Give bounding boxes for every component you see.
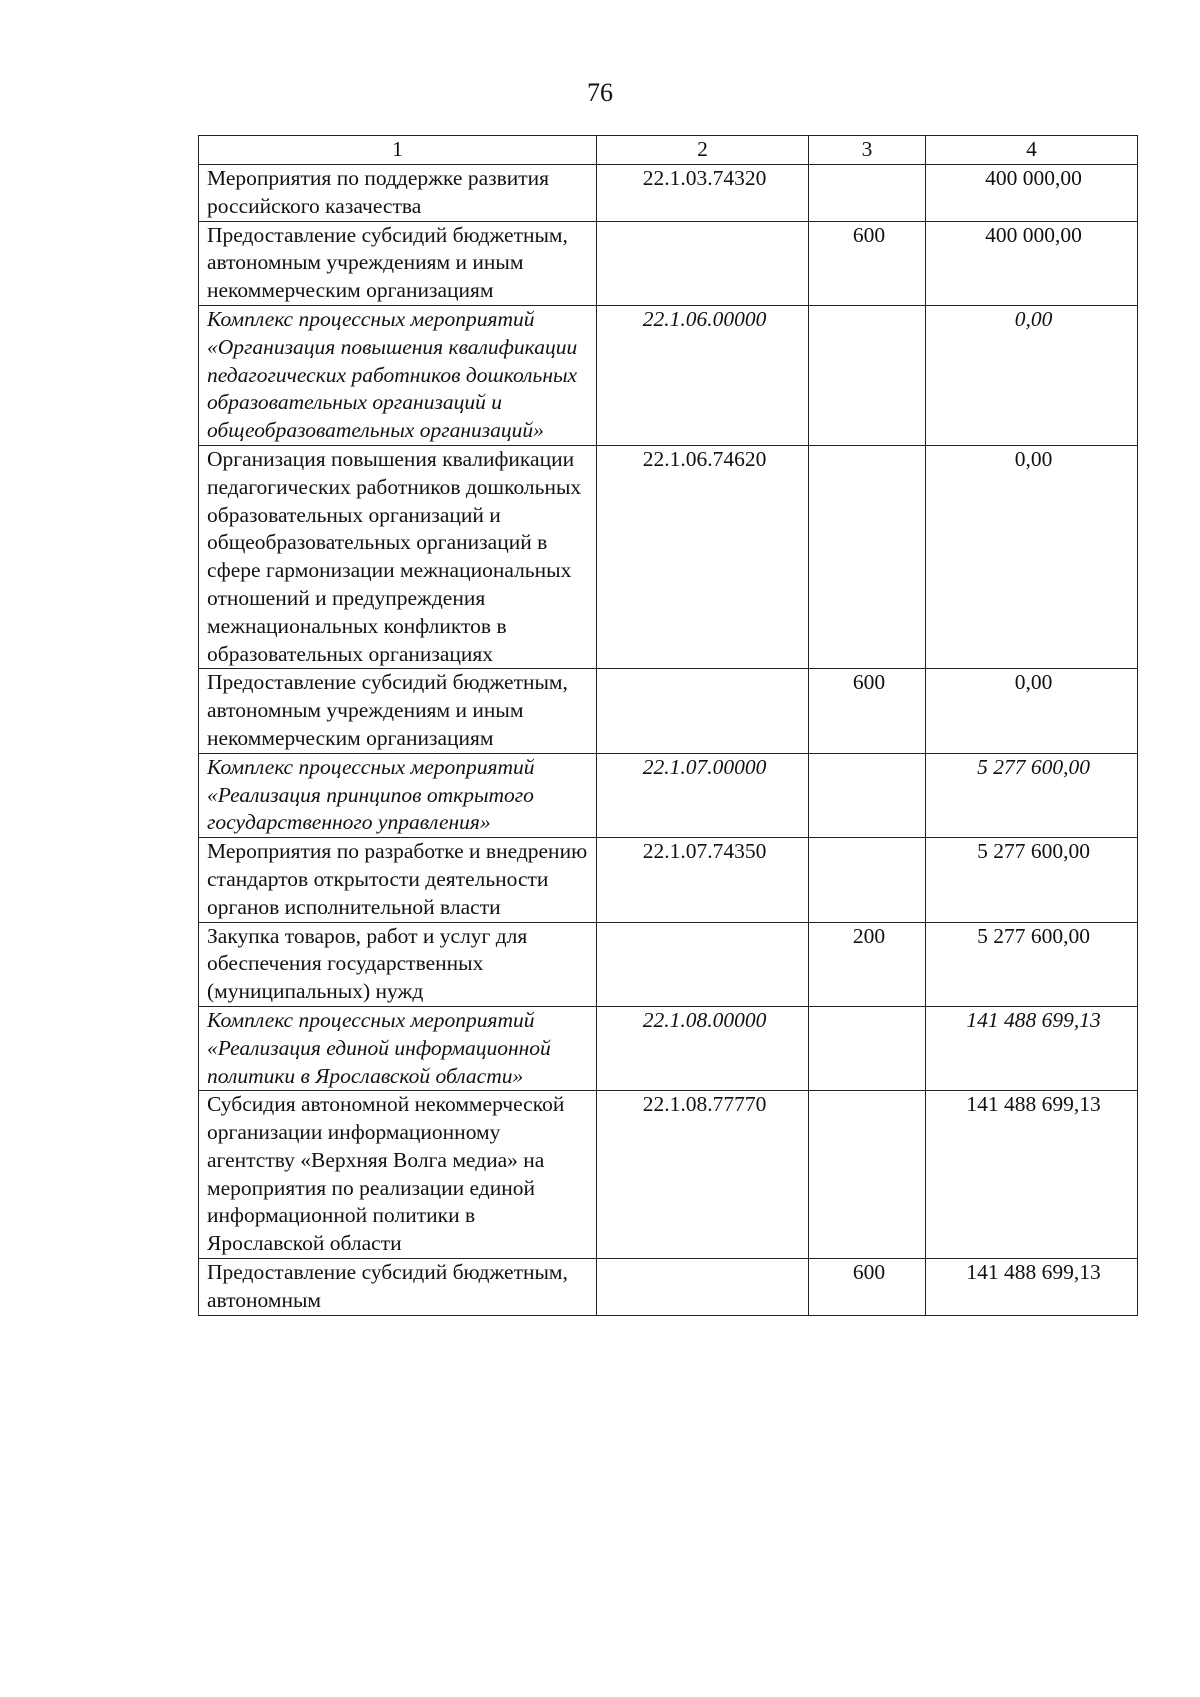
table-row — [199, 305, 1138, 445]
budget-table — [198, 135, 1138, 1316]
table-row — [199, 838, 1138, 922]
row-code — [597, 669, 809, 753]
row-amount: 5 277 600,00 — [926, 838, 1138, 922]
row-expense-type — [809, 1091, 926, 1259]
table-row — [199, 445, 1138, 668]
row-amount: 5 277 600,00 — [926, 753, 1138, 837]
row-code: 22.1.08.00000 — [597, 1006, 809, 1090]
table-row — [199, 221, 1138, 305]
row-code — [597, 221, 809, 305]
row-code: 22.1.06.00000 — [597, 305, 809, 445]
row-expense-type — [809, 305, 926, 445]
row-name: Предоставление субсидий бюджетным, автономным учреждениям и иным некоммерческим организациям — [199, 669, 597, 753]
column-header: 2 — [597, 136, 809, 165]
row-code: 22.1.06.74620 — [597, 445, 809, 668]
page-number: 76 — [587, 78, 613, 107]
table-row — [199, 922, 1138, 1006]
row-expense-type — [809, 753, 926, 837]
column-header: 1 — [199, 136, 597, 165]
row-amount: 141 488 699,13 — [926, 1006, 1138, 1090]
row-code: 22.1.08.77770 — [597, 1091, 809, 1259]
row-name: Комплекс процессных мероприятий «Реализация принципов открытого государственного управления» — [199, 753, 597, 837]
row-amount: 0,00 — [926, 305, 1138, 445]
row-amount: 0,00 — [926, 669, 1138, 753]
row-amount: 5 277 600,00 — [926, 922, 1138, 1006]
row-expense-type: 600 — [809, 669, 926, 753]
row-code — [597, 1259, 809, 1316]
row-code: 22.1.03.74320 — [597, 165, 809, 222]
row-expense-type — [809, 445, 926, 668]
row-name: Субсидия автономной некоммерческой организации информационному агентству «Верхняя Волга медиа» на мероприятия по реализации единой информационной политики в Ярославской области — [199, 1091, 597, 1259]
row-amount: 141 488 699,13 — [926, 1259, 1138, 1316]
table-row — [199, 165, 1138, 222]
table-header-row — [199, 136, 1138, 165]
row-amount: 400 000,00 — [926, 221, 1138, 305]
column-header: 3 — [809, 136, 926, 165]
table-row — [199, 1006, 1138, 1090]
row-expense-type: 600 — [809, 221, 926, 305]
row-name: Мероприятия по разработке и внедрению стандартов открытости деятельности органов исполнительной власти — [199, 838, 597, 922]
row-code — [597, 922, 809, 1006]
row-amount: 400 000,00 — [926, 165, 1138, 222]
row-amount: 141 488 699,13 — [926, 1091, 1138, 1259]
table-row — [199, 753, 1138, 837]
row-expense-type: 600 — [809, 1259, 926, 1316]
row-name: Предоставление субсидий бюджетным, автономным — [199, 1259, 597, 1316]
row-expense-type: 200 — [809, 922, 926, 1006]
row-code: 22.1.07.00000 — [597, 753, 809, 837]
row-name: Организация повышения квалификации педагогических работников дошкольных образовательных организаций и общеобразовательных организаций в сфере гармонизации межнациональных отношений и предупреждения межнациональных конфликтов в образовательных организациях — [199, 445, 597, 668]
row-amount: 0,00 — [926, 445, 1138, 668]
column-header: 4 — [926, 136, 1138, 165]
row-name: Закупка товаров, работ и услуг для обеспечения государственных (муниципальных) нужд — [199, 922, 597, 1006]
row-expense-type — [809, 1006, 926, 1090]
table-row — [199, 1091, 1138, 1259]
row-expense-type — [809, 165, 926, 222]
row-name: Предоставление субсидий бюджетным, автономным учреждениям и иным некоммерческим организациям — [199, 221, 597, 305]
row-name: Мероприятия по поддержке развития российского казачества — [199, 165, 597, 222]
table-row — [199, 1259, 1138, 1316]
row-code: 22.1.07.74350 — [597, 838, 809, 922]
row-name: Комплекс процессных мероприятий «Реализация единой информационной политики в Ярославской области» — [199, 1006, 597, 1090]
table-row — [199, 669, 1138, 753]
row-name: Комплекс процессных мероприятий «Организация повышения квалификации педагогических работников дошкольных образовательных организаций и общеобразовательных организаций» — [199, 305, 597, 445]
row-expense-type — [809, 838, 926, 922]
